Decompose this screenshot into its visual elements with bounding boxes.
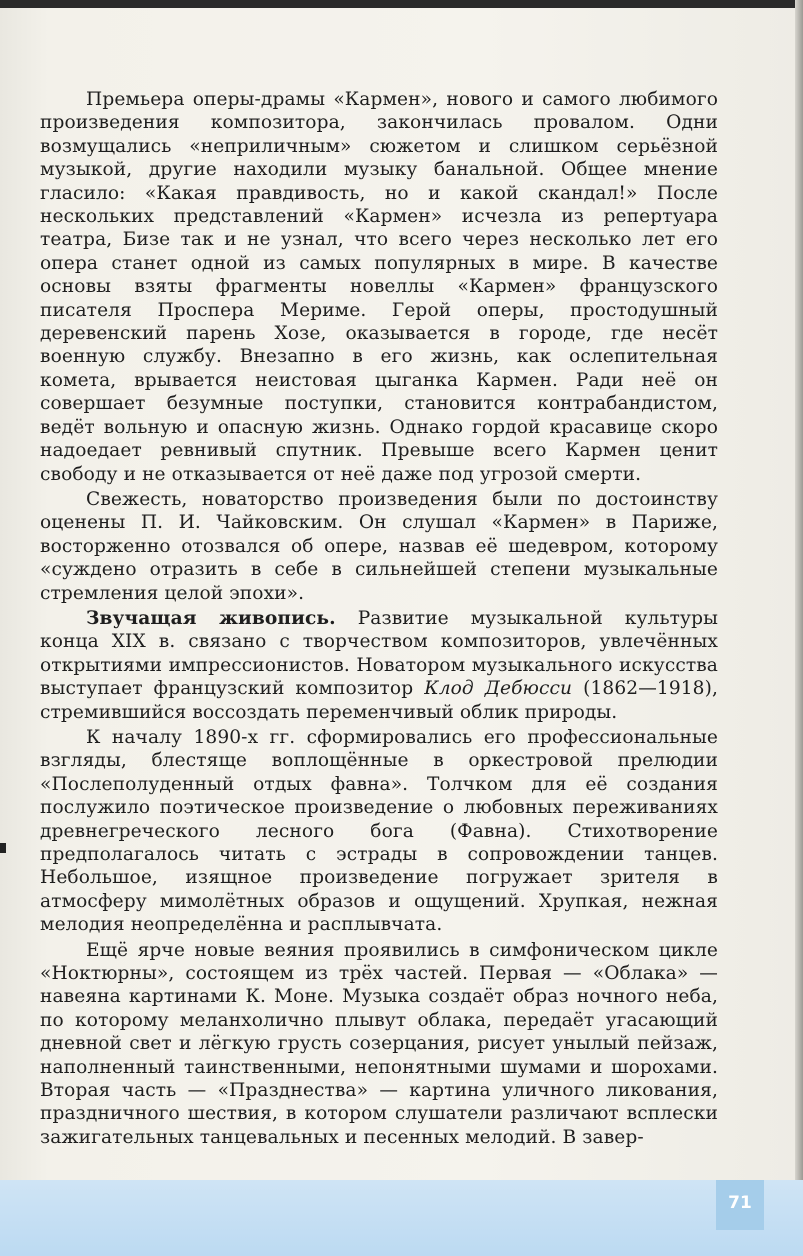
paragraph-sounding-painting (40, 607, 718, 724)
page-number: 71 (716, 1180, 764, 1230)
scan-right-edge (795, 0, 803, 1256)
scan-top-edge (0, 0, 803, 8)
main-text (40, 88, 718, 1149)
section-heading: Звучащая живопись. (86, 607, 336, 629)
paragraph-nocturnes: Ещё ярче новые веяния проявились в симфоническом цикле «Ноктюрны», состоящем из трёх частей. Первая — «Облака» — навеяна картинами К. Моне. Музыка создаёт образ ночного неба, по которому меланхолично плывут облака, передаёт угасающий дневной свет и лёгкую грусть созерцания, рисует унылый пейзаж, наполненный таинственными, непонятными шумами и шорохами. Вторая часть — «Празднества» — картина уличного ликования, праздничного шествия, в котором слушатели различают всплески зажигательных танцевальных и песенных мелодий. В завер- (40, 939, 718, 1148)
scan-margin-mark (0, 843, 6, 853)
paragraph-tchaikovsky: Свежесть, новаторство произведения были по достоинству оценены П. И. Чайковским. Он слушал «Кармен» в Париже, восторженно отозвался об опере, назвав её шедевром, которому «суждено отразить в себе в сильнейшей степени музыкальные стремления целой эпохи». (40, 488, 718, 604)
paragraph-text-a: Развитие музыкальной культуры конца XIX в. связано с творчеством композиторов, увлечённых открытиями импрессионистов. Новатором музыкального искусства выступает французский композитор (40, 607, 718, 700)
composer-name: Клод Дебюсси (424, 678, 573, 700)
paragraph-carmen-premiere: Премьера оперы-драмы «Кармен», нового и самого любимого произведения композитора, закончилась провалом. Одни возмущались «неприличным» сюжетом и слишком серьёзной музыкой, другие находили музыку банальной. Общее мнение гласило: «Какая правдивость, но и какой скандал!» После нескольких представлений «Кармен» исчезла из репертуара театра, Бизе так и не узнал, что всего через несколько лет его опера станет одной из самых популярных в мире. В качестве основы взяты фрагменты новеллы «Кармен» французского писателя Проспера Мериме. Герой оперы, простодушный деревенский парень Хозе, оказывается в городе, где несёт военную службу. Внезапно в его жизнь, как ослепительная комета, врывается неистовая цыганка Кармен. Ради неё он совершает безумные поступки, становится контрабандистом, ведёт вольную и опасную жизнь. Однако гордой красавице скоро надоедает ревнивый спутник. Превыше всего Кармен ценит свободу и не отказывается от неё даже под угрозой смерти. (40, 89, 718, 485)
paragraph-faun-prelude: К началу 1890-х гг. сформировались его профессиональные взгляды, блестяще воплощённые в оркестровой прелюдии «Послеполуденный отдых фавна». Толчком для её создания послужило поэтическое произведение о любовных переживаниях древнегреческого лесного бога (Фавна). Стихотворение предполагалось читать с эстрады в сопровождении танцев. Небольшое, изящное произведение погружает зрителя в атмосферу мимолётных образов и ощущений. Хрупкая, нежная мелодия неопределённа и расплывчата. (40, 726, 718, 936)
footer-band (0, 1180, 803, 1256)
paragraph-text-b: (1862—1918), стремившийся воссоздать переменчивый облик природы. (40, 678, 718, 723)
